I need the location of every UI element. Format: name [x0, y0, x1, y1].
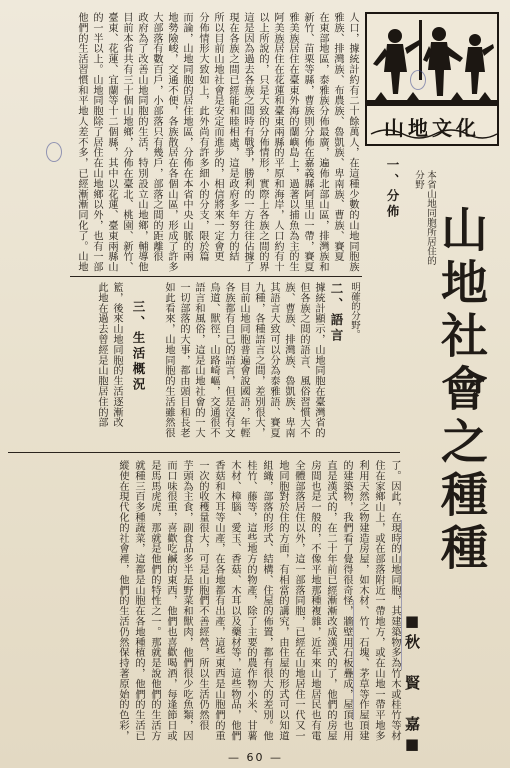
body-column: 籃，後來山地同胞的生活逐漸改 — [111, 282, 122, 428]
body-column: 利用天然之物建造房屋，如木材、竹、石塊、茅草等作屋頂建 — [357, 460, 368, 741]
body-column: 各族都有自己的語言，但是沒有文 — [223, 282, 234, 438]
pencil-underline-mark — [401, 520, 402, 670]
body-column: 了。因此，在現時的山地同胞，其建築物多為竹木或桂竹等材 — [389, 460, 400, 741]
body-column: 一次的收穫量很大，可是山胞們不善經營，所以生活仍然很 — [197, 460, 208, 731]
body-column: 現在各族之間已經能和睦相處，這是政府多年努力的結 — [227, 12, 238, 262]
body-column: 但各族之間的語言、風俗習慣大不 — [298, 282, 309, 438]
body-column: 桂竹、藤等，這些地方的物產，除了主要的農作物小米、甘薯 — [245, 460, 256, 741]
body-column: 其語言大致可以分為泰雅語、賽夏 — [268, 282, 279, 438]
body-column: 九種，各種語言之間，差別很大， — [253, 282, 264, 438]
body-column: 族、曹族、排灣族、魯凱族、卑南 — [283, 282, 294, 438]
illustration-label: 山地文化 — [384, 116, 480, 140]
body-column: 所以目前山地社會是安定而進步的，相信將來一定會更 — [212, 12, 223, 262]
body-column: 此地在過去曾經是山胞居住的部 — [96, 282, 107, 428]
body-column: 人口，據統計約有二十餘萬人，在這種少數的山地同胞族 — [347, 12, 358, 272]
article-author: ■秋 賢 嘉■ — [403, 612, 421, 757]
horizontal-divider — [70, 276, 362, 277]
body-column: 的一半以上。山地同胞除了居住在山地鄉以外，也有一部 — [91, 12, 102, 272]
section-heading-language: 二、語言 — [329, 282, 344, 344]
body-column: 臺東、花蓮、宜蘭等十二個縣，其中以花蓮、臺東兩縣山 — [106, 12, 117, 272]
body-column: 目前山地同胞普遍會說國語，年輕 — [238, 282, 249, 438]
body-column: 的建築物，我們看了覺得很奇怪，牆壁用石板疊成，屋頂也用 — [341, 460, 352, 741]
body-column: 大部落有數百戶，小部落只有幾戶，部落之間的距離很 — [151, 12, 162, 262]
body-column: 分佈情形大致如上，此外尚有許多細小的分支，限於篇 — [197, 12, 208, 262]
body-column: 地勢險峻，交通不便，各族散居在各個山區，形成了許多 — [166, 12, 177, 272]
body-column: 如此看來，山地同胞的生活雖然很 — [163, 282, 174, 438]
article-title: 山地社會之種種 — [433, 205, 488, 576]
body-column: 雅族、排灣族、布農族、魯凱族、卑南族、曹族、賽夏 — [332, 12, 343, 262]
pencil-underline-mark — [353, 600, 354, 720]
body-column: 香菇和木耳等山產，在各地都有出產，這些東西是山胞們的重 — [213, 460, 224, 741]
body-column: 語言和風俗，這是山地社會的一大 — [193, 282, 204, 438]
body-column: 地同胞對於住的方面，有相當的講究，由住屋的形式可以知道 — [277, 460, 288, 741]
body-column: 就種三百多種蔬菜，這都是山胞在各地種植的，他們的生活已 — [133, 460, 144, 741]
body-column: 這是因為過去各族之間時有戰爭，勝利的一方往往佔據了 — [242, 12, 253, 272]
body-column: 阿美族居住在花蓮和臺東兩縣的平原和海岸，人口約有十 — [272, 12, 283, 272]
body-column: 目前本省共有三十個山地鄉，分佈在臺北、桃園、新竹、 — [121, 12, 132, 272]
body-column: 房間也是一般的，不像平地那種複雜，近年來山地居民也有電 — [309, 460, 320, 741]
section-heading-living: 三、生活概況 — [131, 300, 146, 393]
pencil-circle-mark — [46, 142, 62, 162]
body-column: 雅美族居住在臺東外海的蘭嶼島上，過著以捕魚為主的生 — [287, 12, 298, 272]
page-number: — 60 — — [228, 751, 283, 764]
section-tail-distribution: 明確的分野。 — [349, 282, 360, 339]
body-column: 新竹、苗栗等縣，曹族則分佈在嘉義縣阿里山一帶，賽夏 — [302, 12, 313, 272]
body-column: 他們的生活習慣和平地人差不多，已經漸漸同化了。山地 — [76, 12, 87, 272]
section-note-distribution: 本省山地同胞所居住的分野 — [413, 170, 436, 265]
horizontal-divider — [8, 452, 400, 453]
section-heading-distribution: 一、分佈 — [385, 158, 400, 220]
body-column: 一切部落的大事，都由頭目和長老 — [178, 282, 189, 438]
body-column: 直是漢式的，在二十年前已經漸漸改成漢式的了，他們的房屋 — [325, 460, 336, 741]
woodcut-illustration — [365, 12, 499, 146]
body-column: 芋頭為主食，副食品多半是野菜和獸肉，他們很少吃魚類，因 — [181, 460, 192, 741]
body-column: 鳥道、獸徑，山路崎嶇，交通很不 — [208, 282, 219, 438]
body-column: 縱使在現代化的社會裡，他們的生活仍然保持著原始的色彩， — [117, 460, 128, 741]
pencil-circle-mark — [410, 70, 426, 90]
body-column: 是馬馬虎虎，那就是他們的特性之一。那就是說他們的生活方 — [149, 460, 160, 741]
body-column: 全體部落居住以外，這一部落同胞，已經在山地居住一代又一 — [293, 460, 304, 741]
body-column: 以上所說的，只是大致的分佈情形，實際上各族之間的界 — [257, 12, 268, 272]
body-column: 據統計顯示，山地同胞在臺灣省的 — [313, 282, 324, 438]
body-column: 住在家鄉山上，或在部落附近一帶地方，或在山地一帶平地多 — [373, 460, 384, 741]
body-column: 而論，山地同胞的居住地區，分佈在本省中央山脈的兩 — [181, 12, 192, 262]
body-column: 組織，部落的形式、結構、住屋的佈置，都有很大的差別。他 — [261, 460, 272, 741]
body-column: 在東部地區，泰雅族分佈最廣，遍佈北部山區，排灣族和 — [317, 12, 328, 272]
body-column: 而口味很重，喜歡吃鹹的東西，他們也喜歡喝酒，每逢節日或 — [165, 460, 176, 741]
body-column: 政府為了改善山地同胞的生活，特別設立山地鄉，輔導他 — [136, 12, 147, 272]
body-column: 木材、樟腦、愛玉、香菇、木耳以及藥材等，這些物品，他們 — [229, 460, 240, 741]
